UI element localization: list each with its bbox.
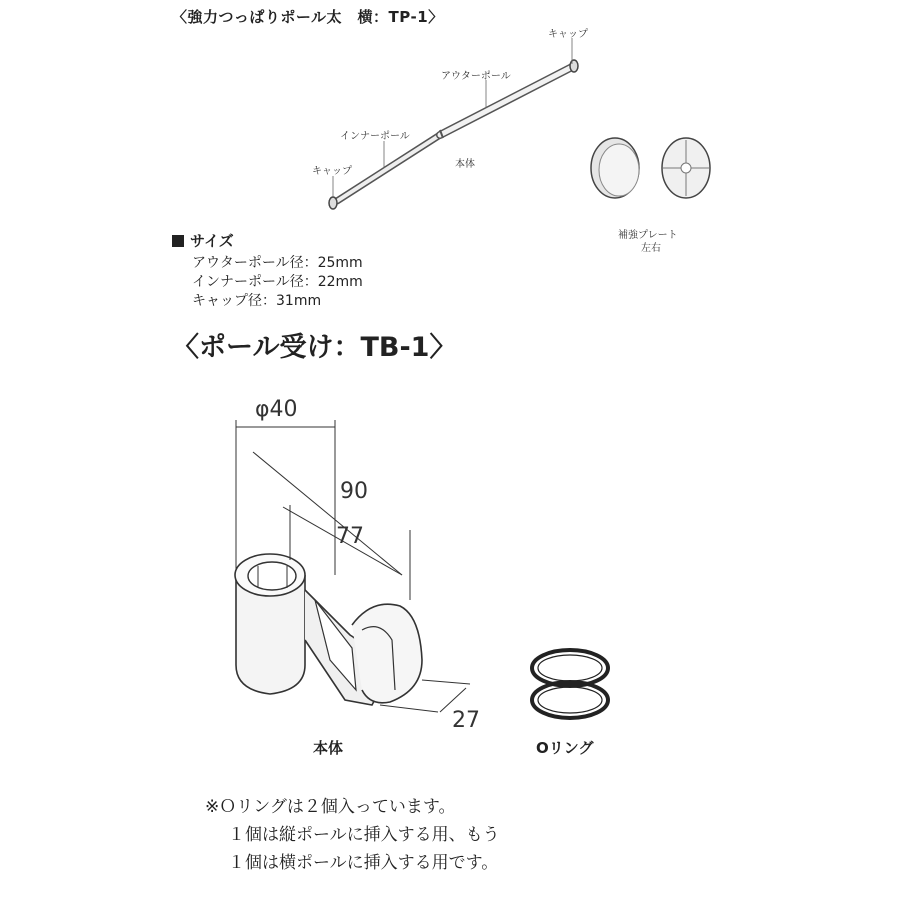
size-inner: インナーポール径：22mm xyxy=(192,274,363,290)
dim-length-inner: 77 xyxy=(336,524,364,549)
caption-body: 本体 xyxy=(313,739,344,757)
cap-bottom-shape xyxy=(329,197,337,209)
note-line-2: １個は縦ポールに挿入する用、もう xyxy=(228,825,500,845)
label-outer-pole: アウターポール xyxy=(441,71,511,82)
caption-o-ring: Oリング xyxy=(536,739,594,757)
square-bullet-icon xyxy=(172,235,184,247)
label-cap-top: キャップ xyxy=(548,29,588,40)
cap-top-shape xyxy=(570,60,578,72)
sizes-heading: サイズ xyxy=(172,230,234,251)
label-body: 本体 xyxy=(455,159,475,170)
dim-diameter: φ40 xyxy=(255,397,298,422)
o-ring-illustration xyxy=(532,650,608,718)
note-line-1: ※Ｏリングは２個入っています。 xyxy=(205,797,456,817)
reinforcement-plate-right xyxy=(662,138,710,198)
receiver-section-title: 〈ポール受け：TB-1〉 xyxy=(172,332,457,363)
label-plate: 補強プレート xyxy=(618,230,678,241)
note-line-3: １個は横ポールに挿入する用です。 xyxy=(228,853,499,873)
label-inner-pole: インナーポール xyxy=(340,131,410,142)
reinforcement-plate-left xyxy=(591,138,639,198)
size-cap: キャップ径：31mm xyxy=(192,293,322,309)
pole-section-title: 〈強力つっぱりポール太 横：TP-1〉 xyxy=(172,8,444,26)
dim-width: 27 xyxy=(452,708,480,733)
size-outer: アウターポール径：25mm xyxy=(192,255,363,271)
dim-length-total: 90 xyxy=(340,479,368,504)
label-cap-bottom: キャップ xyxy=(312,166,352,177)
pole-receiver-illustration xyxy=(235,420,470,712)
label-plate-sides: 左右 xyxy=(641,243,661,254)
